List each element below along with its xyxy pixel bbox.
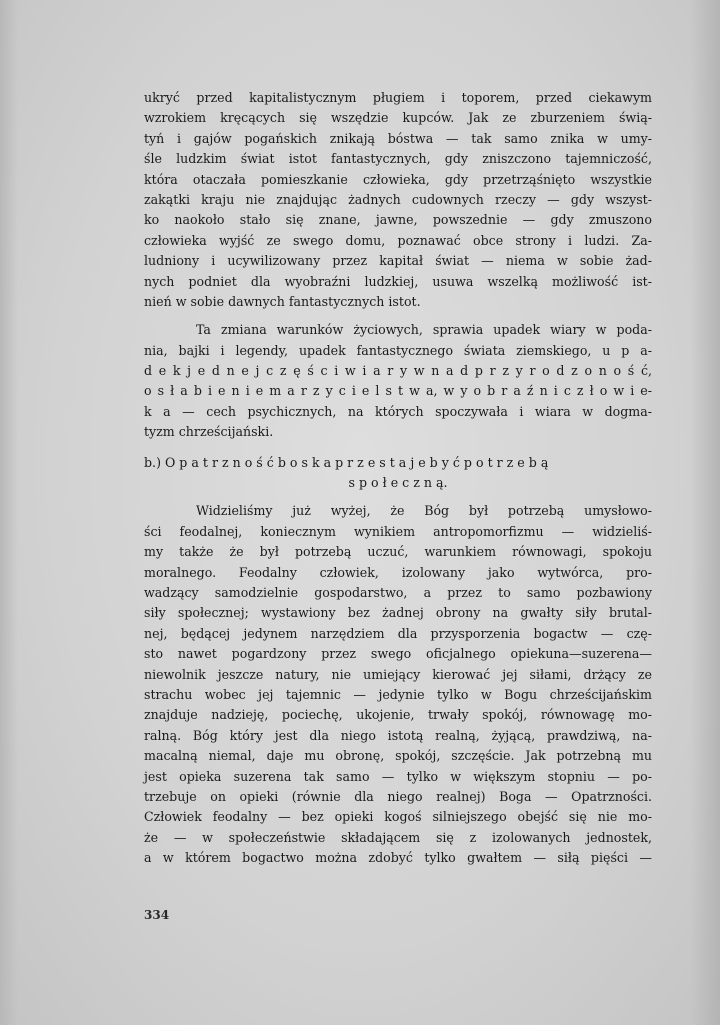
paragraph-spacer: [144, 312, 652, 320]
text-line: nych podniet dla wyobraźni ludzkiej, usuwa wszelką możliwość ist-: [144, 273, 652, 289]
heading-line: s p o ł e c z n ą.: [348, 475, 448, 491]
text-line: strachu wobec jej tajemnic — jedynie tylko w Bogu chrześcijańskim: [144, 686, 652, 702]
text-line: tyń i gajów pogańskich znikają bóstwa — tak samo znika w umy-: [144, 130, 652, 146]
text-line: k a — cech psychicznych, na których spoczywała i wiara w dogma-: [144, 403, 652, 419]
text-line: moralnego. Feodalny człowiek, izolowany jako wytwórca, pro-: [144, 564, 652, 580]
scan-shadow-left: [0, 0, 18, 1025]
text-line: śle ludzkim świat istot fantastycznych, gdy zniszczono tajemniczość,: [144, 151, 652, 167]
text-line: znajduje nadzieję, pociechę, ukojenie, trwały spokój, równowagę mo-: [144, 707, 652, 723]
text-line: nia, bajki i legendy, upadek fantastycznego świata ziemskiego, u p a-: [144, 342, 652, 358]
text-line: jest opieka suzerena tak samo — tylko w większym stopniu — po-: [144, 768, 652, 784]
heading-line: b.) O p a t r z n o ś ć b o s k a p r z e s t a j e b y ć p o t r z e b ą: [144, 454, 549, 470]
text-line: o s ł a b i e n i e m a r z y c i e l s t w a, w y o b r a ź n i c z ł o w i e-: [144, 383, 652, 399]
text-line: trzebuje on opieki (równie dla niego realnej) Boga — Opatrzności.: [144, 788, 652, 804]
scan-shadow-right: [690, 0, 720, 1025]
text-line: że — w społeczeństwie składającem się z izolowanych jednostek,: [144, 829, 652, 845]
text-line: człowieka wyjść ze swego domu, poznawać obce strony i ludzi. Za-: [144, 232, 652, 248]
text-line: Ta zmiana warunków życiowych, sprawia upadek wiary w poda-: [196, 322, 652, 338]
text-line: niewolnik jeszcze natury, nie umiejący kierować jej siłami, drżący ze: [144, 666, 652, 682]
paragraph-1: [144, 88, 652, 312]
text-line: d e k j e d n e j c z ę ś c i w i a r y w n a d p r z y r o d z o n o ś ć,: [144, 363, 652, 379]
text-line: zakątki kraju nie znajdując żadnych cudownych rzeczy — gdy wszyst-: [144, 191, 652, 207]
paragraph-spacer: [144, 493, 652, 501]
text-line: siły społecznej; wystawiony bez żadnej obrony na gwałty siły brutal-: [144, 605, 652, 621]
text-line: nień w sobie dawnych fantastycznych istot.: [144, 293, 421, 309]
text-line: a w którem bogactwo można zdobyć tylko gwałtem — siłą pięści —: [144, 850, 652, 866]
text-line: ukryć przed kapitalistycznym pługiem i toporem, przed ciekawym: [144, 90, 652, 105]
text-line: ści feodalnej, koniecznym wynikiem antropomorfizmu — widzieliś-: [144, 523, 652, 539]
section-heading: [144, 453, 652, 494]
text-line: wadzący samodzielnie gospodarstwo, a przez to samo pozbawiony: [144, 584, 652, 600]
text-line: nej, będącej jedynem narzędziem dla przysporzenia bogactw — czę-: [144, 625, 652, 641]
text-line: wzrokiem kręcących się wszędzie kupców. Jak ze zburzeniem świą-: [144, 110, 652, 126]
text-line: Człowiek feodalny — bez opieki kogoś silniejszego obejść się nie mo-: [144, 809, 652, 825]
text-line: która otaczała pomieszkanie człowieka, gdy przetrząśnięto wszystkie: [144, 171, 652, 187]
text-line: my także że był potrzebą uczuć, warunkiem równowagi, spokoju: [144, 544, 652, 560]
text-line: ludniony i ucywilizowany przez kapitał świat — niema w sobie żad-: [144, 253, 652, 269]
text-line: macalną niemal, daje mu obronę, spokój, szczęście. Jak potrzebną mu: [144, 748, 652, 764]
text-line: ko naokoło stało się znane, jawne, powszednie — gdy zmuszono: [144, 212, 652, 228]
page-body-text: [144, 88, 652, 868]
paragraph-3: [144, 501, 652, 868]
text-line: tyzm chrześcijański.: [144, 424, 274, 440]
text-line: Widzieliśmy już wyżej, że Bóg był potrzebą umysłowo-: [196, 503, 652, 519]
page-number: 334: [144, 908, 170, 922]
text-line: sto nawet pogardzony przez swego oficjalnego opiekuna—suzerena—: [144, 646, 652, 662]
section-spacer: [144, 443, 652, 453]
paragraph-2: [144, 320, 652, 442]
text-line: ralną. Bóg który jest dla niego istotą realną, żyjącą, prawdziwą, na-: [144, 727, 652, 743]
